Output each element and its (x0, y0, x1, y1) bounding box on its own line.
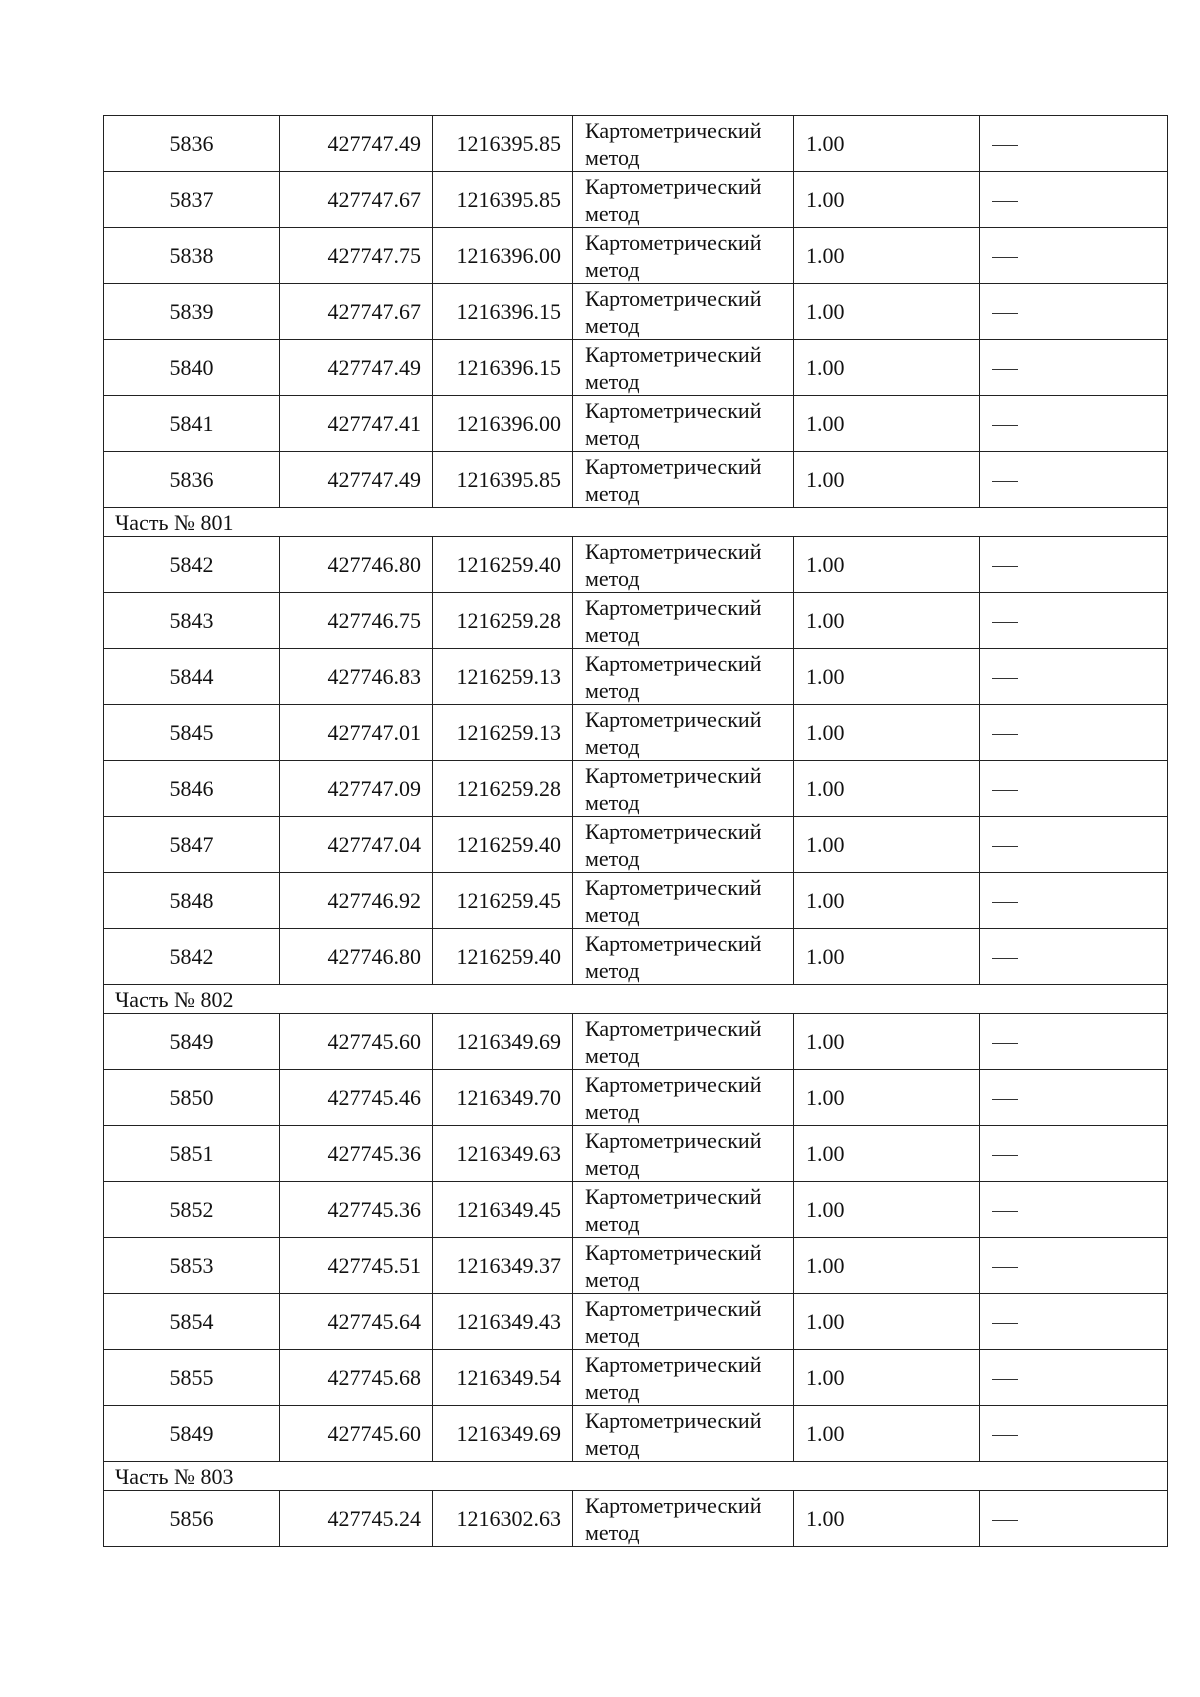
accuracy-cell: 1.00 (794, 1014, 980, 1070)
table-row (104, 284, 1168, 340)
y-coordinate-cell: 1216349.63 (433, 1126, 573, 1182)
y-coordinate-cell: 1216349.37 (433, 1238, 573, 1294)
method-cell (573, 649, 794, 705)
y-coordinate-cell: 1216302.63 (433, 1491, 573, 1547)
table-row (104, 1350, 1168, 1406)
description-cell (980, 228, 1168, 284)
y-coordinate-cell: 1216349.54 (433, 1350, 573, 1406)
method-line-1: Картометрический (585, 874, 762, 900)
method-line-2: метод (585, 1519, 640, 1545)
y-coordinate-cell: 1216259.45 (433, 873, 573, 929)
method-cell (573, 1238, 794, 1294)
method-line-2: метод (585, 845, 640, 871)
point-number-cell: 5844 (104, 649, 280, 705)
y-coordinate-cell: 1216259.40 (433, 817, 573, 873)
table-row (104, 452, 1168, 508)
description-cell (980, 593, 1168, 649)
table-row (104, 1294, 1168, 1350)
method-line-1: Картометрический (585, 1492, 762, 1518)
method-cell (573, 284, 794, 340)
table-row (104, 929, 1168, 985)
description-cell (980, 172, 1168, 228)
method-cell (573, 340, 794, 396)
method-line-1: Картометрический (585, 1295, 762, 1321)
y-coordinate-cell: 1216349.70 (433, 1070, 573, 1126)
coordinates-table-body (104, 116, 1168, 1547)
point-number-cell: 5836 (104, 116, 280, 172)
method-cell (573, 1070, 794, 1126)
method-cell (573, 116, 794, 172)
method-line-2: метод (585, 565, 640, 591)
accuracy-cell: 1.00 (794, 1350, 980, 1406)
x-coordinate-cell: 427745.36 (280, 1126, 433, 1182)
method-cell (573, 1491, 794, 1547)
point-number-cell: 5836 (104, 452, 280, 508)
method-line-1: Картометрический (585, 762, 762, 788)
y-coordinate-cell: 1216259.40 (433, 929, 573, 985)
dash-mark (992, 958, 1018, 959)
method-cell (573, 817, 794, 873)
table-row (104, 1238, 1168, 1294)
dash-mark (992, 145, 1018, 146)
description-cell (980, 761, 1168, 817)
point-number-cell: 5849 (104, 1014, 280, 1070)
y-coordinate-cell: 1216259.28 (433, 761, 573, 817)
dash-mark (992, 1211, 1018, 1212)
method-line-2: метод (585, 480, 640, 506)
method-line-1: Картометрический (585, 594, 762, 620)
part-title: Часть № 802 (104, 985, 1168, 1014)
table-row (104, 396, 1168, 452)
method-line-1: Картометрический (585, 1407, 762, 1433)
dash-mark (992, 1435, 1018, 1436)
x-coordinate-cell: 427747.49 (280, 452, 433, 508)
y-coordinate-cell: 1216259.40 (433, 537, 573, 593)
method-cell (573, 452, 794, 508)
description-cell (980, 284, 1168, 340)
description-cell (980, 1014, 1168, 1070)
x-coordinate-cell: 427745.60 (280, 1406, 433, 1462)
point-number-cell: 5855 (104, 1350, 280, 1406)
accuracy-cell: 1.00 (794, 1406, 980, 1462)
y-coordinate-cell: 1216396.15 (433, 284, 573, 340)
x-coordinate-cell: 427747.49 (280, 340, 433, 396)
point-number-cell: 5850 (104, 1070, 280, 1126)
y-coordinate-cell: 1216395.85 (433, 172, 573, 228)
dash-mark (992, 1323, 1018, 1324)
x-coordinate-cell: 427747.04 (280, 817, 433, 873)
table-row (104, 817, 1168, 873)
document-page (103, 115, 1167, 1547)
table-row (104, 1491, 1168, 1547)
description-cell (980, 396, 1168, 452)
point-number-cell: 5837 (104, 172, 280, 228)
x-coordinate-cell: 427746.80 (280, 537, 433, 593)
x-coordinate-cell: 427747.09 (280, 761, 433, 817)
description-cell (980, 1491, 1168, 1547)
dash-mark (992, 734, 1018, 735)
method-line-2: метод (585, 200, 640, 226)
description-cell (980, 1070, 1168, 1126)
y-coordinate-cell: 1216396.00 (433, 228, 573, 284)
accuracy-cell: 1.00 (794, 761, 980, 817)
dash-mark (992, 313, 1018, 314)
accuracy-cell: 1.00 (794, 649, 980, 705)
y-coordinate-cell: 1216349.45 (433, 1182, 573, 1238)
method-cell (573, 761, 794, 817)
dash-mark (992, 1379, 1018, 1380)
point-number-cell: 5852 (104, 1182, 280, 1238)
method-line-1: Картометрический (585, 173, 762, 199)
description-cell (980, 1350, 1168, 1406)
method-line-1: Картометрический (585, 930, 762, 956)
point-number-cell: 5842 (104, 537, 280, 593)
accuracy-cell: 1.00 (794, 537, 980, 593)
part-header-row (104, 508, 1168, 537)
description-cell (980, 1238, 1168, 1294)
method-cell (573, 172, 794, 228)
accuracy-cell: 1.00 (794, 396, 980, 452)
point-number-cell: 5848 (104, 873, 280, 929)
method-cell (573, 593, 794, 649)
description-cell (980, 817, 1168, 873)
method-line-1: Картометрический (585, 706, 762, 732)
accuracy-cell: 1.00 (794, 228, 980, 284)
accuracy-cell: 1.00 (794, 1070, 980, 1126)
accuracy-cell: 1.00 (794, 1238, 980, 1294)
x-coordinate-cell: 427747.67 (280, 172, 433, 228)
method-cell (573, 228, 794, 284)
accuracy-cell: 1.00 (794, 929, 980, 985)
accuracy-cell: 1.00 (794, 172, 980, 228)
point-number-cell: 5856 (104, 1491, 280, 1547)
description-cell (980, 929, 1168, 985)
table-row (104, 340, 1168, 396)
x-coordinate-cell: 427746.80 (280, 929, 433, 985)
y-coordinate-cell: 1216259.13 (433, 705, 573, 761)
method-line-2: метод (585, 424, 640, 450)
method-line-1: Картометрический (585, 397, 762, 423)
description-cell (980, 537, 1168, 593)
description-cell (980, 1406, 1168, 1462)
x-coordinate-cell: 427745.64 (280, 1294, 433, 1350)
dash-mark (992, 902, 1018, 903)
description-cell (980, 1182, 1168, 1238)
dash-mark (992, 622, 1018, 623)
table-row (104, 761, 1168, 817)
y-coordinate-cell: 1216349.69 (433, 1014, 573, 1070)
accuracy-cell: 1.00 (794, 873, 980, 929)
method-line-1: Картометрический (585, 1351, 762, 1377)
method-line-2: метод (585, 677, 640, 703)
method-cell (573, 705, 794, 761)
x-coordinate-cell: 427745.46 (280, 1070, 433, 1126)
method-line-2: метод (585, 1098, 640, 1124)
x-coordinate-cell: 427745.51 (280, 1238, 433, 1294)
accuracy-cell: 1.00 (794, 340, 980, 396)
x-coordinate-cell: 427747.49 (280, 116, 433, 172)
method-line-2: метод (585, 368, 640, 394)
y-coordinate-cell: 1216349.43 (433, 1294, 573, 1350)
x-coordinate-cell: 427746.83 (280, 649, 433, 705)
accuracy-cell: 1.00 (794, 817, 980, 873)
method-line-1: Картометрический (585, 341, 762, 367)
method-line-2: метод (585, 621, 640, 647)
dash-mark (992, 201, 1018, 202)
method-cell (573, 929, 794, 985)
description-cell (980, 116, 1168, 172)
y-coordinate-cell: 1216349.69 (433, 1406, 573, 1462)
dash-mark (992, 678, 1018, 679)
method-line-2: метод (585, 1378, 640, 1404)
table-row (104, 172, 1168, 228)
method-line-2: метод (585, 1266, 640, 1292)
method-line-1: Картометрический (585, 650, 762, 676)
method-line-1: Картометрический (585, 229, 762, 255)
table-row (104, 116, 1168, 172)
y-coordinate-cell: 1216395.85 (433, 452, 573, 508)
description-cell (980, 705, 1168, 761)
description-cell (980, 1126, 1168, 1182)
method-line-1: Картометрический (585, 1071, 762, 1097)
x-coordinate-cell: 427747.67 (280, 284, 433, 340)
x-coordinate-cell: 427745.36 (280, 1182, 433, 1238)
method-line-1: Картометрический (585, 1015, 762, 1041)
accuracy-cell: 1.00 (794, 1126, 980, 1182)
dash-mark (992, 425, 1018, 426)
dash-mark (992, 257, 1018, 258)
y-coordinate-cell: 1216396.00 (433, 396, 573, 452)
method-line-2: метод (585, 256, 640, 282)
table-row (104, 1014, 1168, 1070)
accuracy-cell: 1.00 (794, 593, 980, 649)
part-title: Часть № 803 (104, 1462, 1168, 1491)
method-line-2: метод (585, 312, 640, 338)
method-cell (573, 1294, 794, 1350)
description-cell (980, 452, 1168, 508)
accuracy-cell: 1.00 (794, 284, 980, 340)
method-line-2: метод (585, 1210, 640, 1236)
point-number-cell: 5843 (104, 593, 280, 649)
method-line-2: метод (585, 957, 640, 983)
method-cell (573, 1014, 794, 1070)
dash-mark (992, 1267, 1018, 1268)
y-coordinate-cell: 1216396.15 (433, 340, 573, 396)
dash-mark (992, 1520, 1018, 1521)
point-number-cell: 5840 (104, 340, 280, 396)
method-cell (573, 396, 794, 452)
table-row (104, 873, 1168, 929)
table-row (104, 537, 1168, 593)
x-coordinate-cell: 427745.24 (280, 1491, 433, 1547)
y-coordinate-cell: 1216395.85 (433, 116, 573, 172)
method-line-2: метод (585, 733, 640, 759)
point-number-cell: 5845 (104, 705, 280, 761)
table-row (104, 649, 1168, 705)
table-row (104, 228, 1168, 284)
method-cell (573, 873, 794, 929)
method-line-2: метод (585, 1154, 640, 1180)
method-line-2: метод (585, 144, 640, 170)
table-row (104, 593, 1168, 649)
description-cell (980, 340, 1168, 396)
method-line-1: Картометрический (585, 818, 762, 844)
x-coordinate-cell: 427747.01 (280, 705, 433, 761)
table-row (104, 1182, 1168, 1238)
x-coordinate-cell: 427747.41 (280, 396, 433, 452)
point-number-cell: 5849 (104, 1406, 280, 1462)
part-header-row (104, 985, 1168, 1014)
method-line-1: Картометрический (585, 285, 762, 311)
accuracy-cell: 1.00 (794, 452, 980, 508)
point-number-cell: 5851 (104, 1126, 280, 1182)
point-number-cell: 5841 (104, 396, 280, 452)
accuracy-cell: 1.00 (794, 116, 980, 172)
dash-mark (992, 369, 1018, 370)
y-coordinate-cell: 1216259.13 (433, 649, 573, 705)
table-row (104, 1070, 1168, 1126)
point-number-cell: 5838 (104, 228, 280, 284)
dash-mark (992, 790, 1018, 791)
method-line-1: Картометрический (585, 1239, 762, 1265)
point-number-cell: 5847 (104, 817, 280, 873)
part-header-row (104, 1462, 1168, 1491)
description-cell (980, 1294, 1168, 1350)
method-line-2: метод (585, 1042, 640, 1068)
point-number-cell: 5846 (104, 761, 280, 817)
method-line-2: метод (585, 1322, 640, 1348)
point-number-cell: 5853 (104, 1238, 280, 1294)
accuracy-cell: 1.00 (794, 1294, 980, 1350)
method-line-1: Картометрический (585, 1127, 762, 1153)
point-number-cell: 5839 (104, 284, 280, 340)
y-coordinate-cell: 1216259.28 (433, 593, 573, 649)
dash-mark (992, 481, 1018, 482)
description-cell (980, 873, 1168, 929)
description-cell (980, 649, 1168, 705)
dash-mark (992, 1043, 1018, 1044)
method-cell (573, 1350, 794, 1406)
point-number-cell: 5854 (104, 1294, 280, 1350)
method-cell (573, 1182, 794, 1238)
method-line-1: Картометрический (585, 1183, 762, 1209)
accuracy-cell: 1.00 (794, 705, 980, 761)
x-coordinate-cell: 427745.68 (280, 1350, 433, 1406)
method-line-2: метод (585, 789, 640, 815)
method-cell (573, 537, 794, 593)
x-coordinate-cell: 427747.75 (280, 228, 433, 284)
dash-mark (992, 1099, 1018, 1100)
accuracy-cell: 1.00 (794, 1182, 980, 1238)
point-number-cell: 5842 (104, 929, 280, 985)
dash-mark (992, 1155, 1018, 1156)
x-coordinate-cell: 427746.75 (280, 593, 433, 649)
part-title: Часть № 801 (104, 508, 1168, 537)
method-line-1: Картометрический (585, 538, 762, 564)
x-coordinate-cell: 427745.60 (280, 1014, 433, 1070)
method-line-2: метод (585, 901, 640, 927)
method-line-2: метод (585, 1434, 640, 1460)
accuracy-cell: 1.00 (794, 1491, 980, 1547)
table-row (104, 1126, 1168, 1182)
method-cell (573, 1406, 794, 1462)
dash-mark (992, 566, 1018, 567)
x-coordinate-cell: 427746.92 (280, 873, 433, 929)
table-row (104, 705, 1168, 761)
coordinates-table (103, 115, 1168, 1547)
method-line-1: Картометрический (585, 453, 762, 479)
dash-mark (992, 846, 1018, 847)
table-row (104, 1406, 1168, 1462)
method-cell (573, 1126, 794, 1182)
method-line-1: Картометрический (585, 117, 762, 143)
